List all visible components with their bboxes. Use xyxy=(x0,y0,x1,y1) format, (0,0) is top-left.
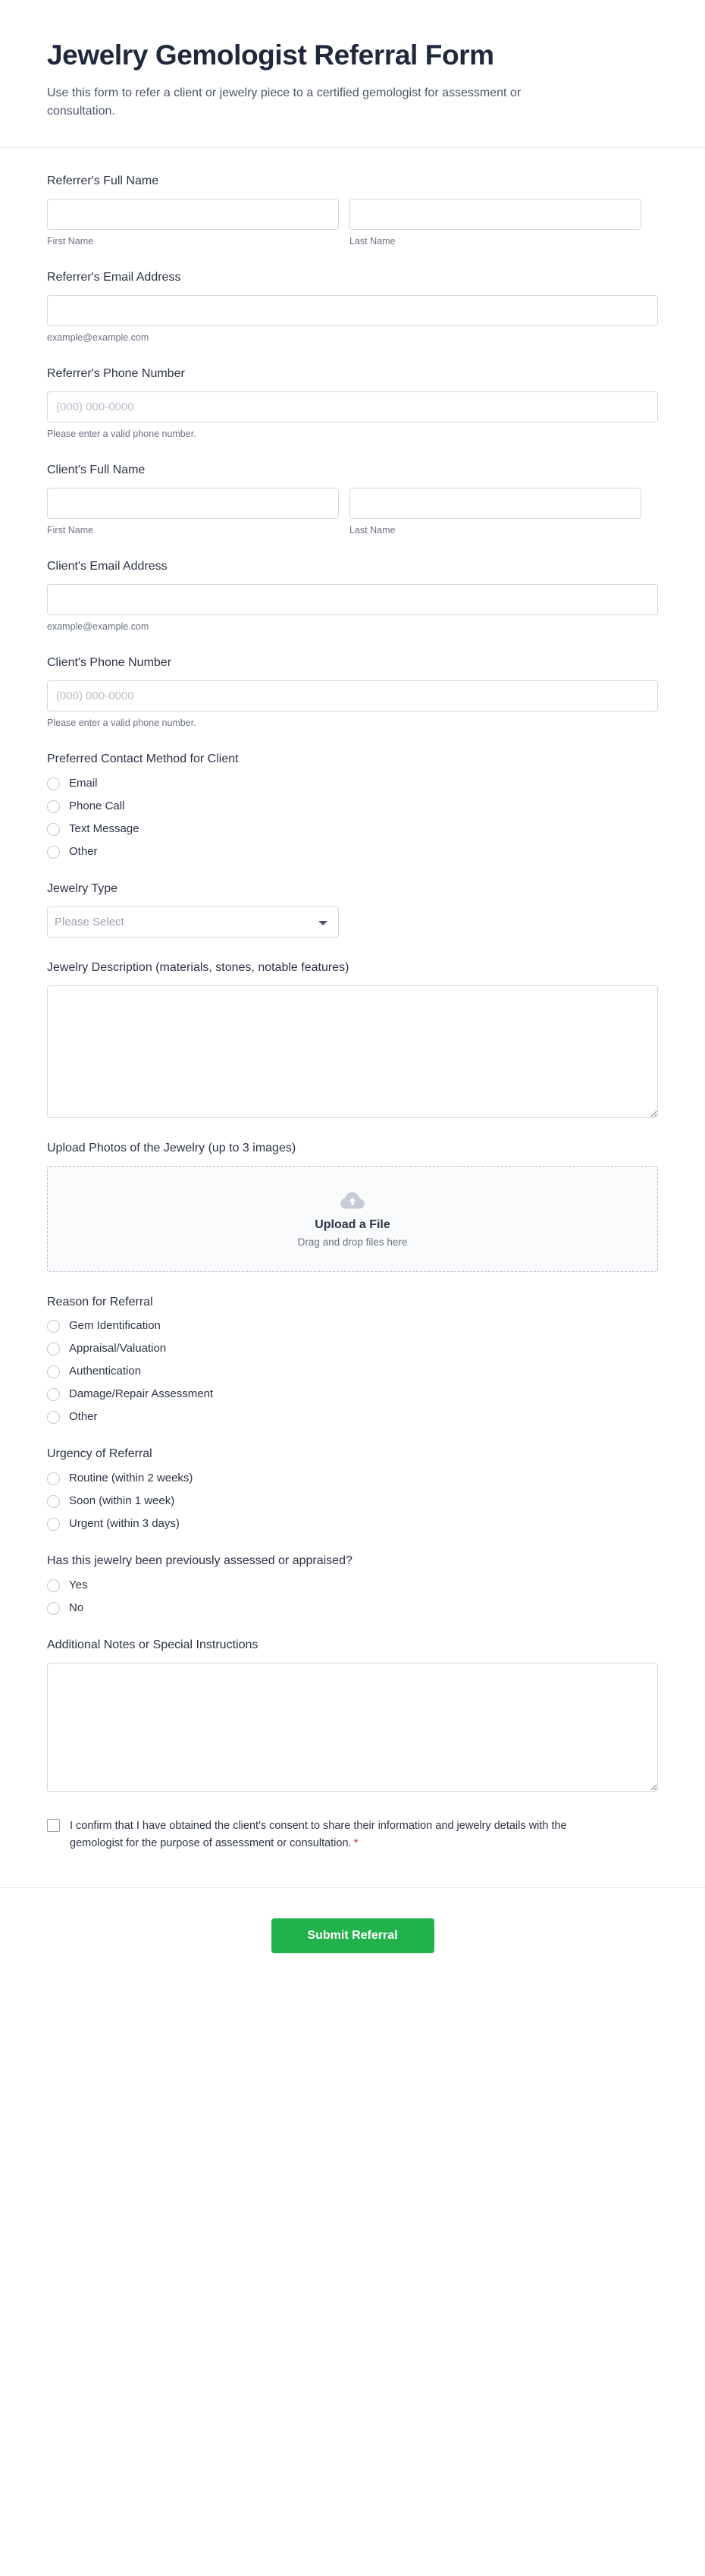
page-title: Jewelry Gemologist Referral Form xyxy=(47,39,494,71)
additional-notes-textarea[interactable] xyxy=(47,1663,658,1792)
radio-label: Phone Call xyxy=(69,800,125,813)
upload-photos-label: Upload Photos of the Jewelry (up to 3 images) xyxy=(47,1141,296,1154)
field-jewelry-description xyxy=(47,960,658,1118)
reason-for-referral-label: Reason for Referral xyxy=(47,1295,153,1308)
referrer-email-input[interactable] xyxy=(47,295,658,326)
radio-label: Other xyxy=(69,1410,98,1424)
radio-reason-appraisal-valuation[interactable] xyxy=(47,1342,658,1356)
radio-reason-damage-repair-assessment[interactable] xyxy=(47,1387,658,1401)
field-upload-photos xyxy=(47,1141,658,1272)
additional-notes-label: Additional Notes or Special Instructions xyxy=(47,1638,258,1651)
field-referrer-phone xyxy=(47,366,658,440)
radio-circle-icon xyxy=(47,1388,60,1401)
field-preferred-contact-method xyxy=(47,752,658,859)
file-dropzone[interactable] xyxy=(47,1166,658,1272)
field-additional-notes xyxy=(47,1638,658,1792)
radio-reason-other[interactable] xyxy=(47,1410,658,1424)
radio-circle-icon xyxy=(47,1602,60,1615)
upload-file-button-label: Upload a File xyxy=(315,1218,390,1232)
previously-assessed-label: Has this jewelry been previously assessed or appraised? xyxy=(47,1554,352,1568)
radio-circle-icon xyxy=(47,1518,60,1531)
radio-label: Gem Identification xyxy=(69,1319,161,1333)
field-urgency-of-referral xyxy=(47,1447,658,1531)
radio-circle-icon xyxy=(47,1343,60,1356)
client-email-label: Client's Email Address xyxy=(47,560,168,573)
radio-label: Email xyxy=(69,777,98,790)
field-referrer-email xyxy=(47,270,658,344)
radio-label: Routine (within 2 weeks) xyxy=(69,1472,193,1485)
field-client-email xyxy=(47,559,658,633)
client-first-name-col xyxy=(47,488,339,536)
jewelry-type-select[interactable] xyxy=(47,906,339,938)
consent-checkbox[interactable] xyxy=(47,1819,60,1832)
field-client-full-name xyxy=(47,463,658,536)
referrer-name-row xyxy=(47,199,658,247)
radio-urgency-urgent[interactable] xyxy=(47,1517,658,1531)
field-previously-assessed xyxy=(47,1553,658,1615)
radio-label: Yes xyxy=(69,1579,88,1591)
radio-urgency-soon[interactable] xyxy=(47,1494,658,1508)
form-header xyxy=(0,0,705,148)
client-last-name-col xyxy=(349,488,641,536)
referrer-full-name-label: Referrer's Full Name xyxy=(47,174,159,188)
radio-circle-icon xyxy=(47,1579,60,1592)
client-phone-input[interactable] xyxy=(47,680,658,712)
referrer-last-name-col xyxy=(349,199,641,247)
radio-previously-assessed-yes[interactable] xyxy=(47,1579,658,1592)
jewelry-description-label: Jewelry Description (materials, stones, notable features) xyxy=(47,961,349,975)
radio-circle-icon xyxy=(47,800,60,813)
upload-hint-text: Drag and drop files here xyxy=(297,1236,408,1249)
radio-contact-phone-call[interactable] xyxy=(47,800,658,813)
referrer-first-name-col xyxy=(47,199,339,247)
urgency-options xyxy=(47,1472,658,1531)
consent-text-label: I confirm that I have obtained the client's consent to share their information and jewelry details with the gemologist for the purpose of assessment or consultation. xyxy=(70,1819,567,1850)
jewelry-description-textarea[interactable] xyxy=(47,985,658,1118)
client-first-name-input[interactable] xyxy=(47,488,339,519)
client-phone-label: Client's Phone Number xyxy=(47,656,172,670)
page-subtitle: Use this form to refer a client or jewelry piece to a certified gemologist for assessment or consultation. xyxy=(47,86,522,118)
radio-label: Appraisal/Valuation xyxy=(69,1342,167,1356)
radio-reason-authentication[interactable] xyxy=(47,1365,658,1378)
client-last-name-sublabel: Last Name xyxy=(349,525,396,536)
radio-label: Text Message xyxy=(69,822,139,836)
client-last-name-input[interactable] xyxy=(349,488,641,519)
preferred-contact-method-options xyxy=(47,777,658,859)
jewelry-type-label: Jewelry Type xyxy=(47,882,118,896)
radio-contact-other[interactable] xyxy=(47,845,658,859)
referrer-last-name-sublabel: Last Name xyxy=(349,235,396,247)
radio-label: Damage/Repair Assessment xyxy=(69,1387,214,1401)
radio-circle-icon xyxy=(47,1365,60,1378)
radio-label: No xyxy=(69,1601,84,1614)
radio-contact-email[interactable] xyxy=(47,777,658,790)
required-marker: * xyxy=(353,1836,359,1850)
previously-assessed-options xyxy=(47,1579,658,1615)
referrer-last-name-input[interactable] xyxy=(349,199,641,230)
radio-circle-icon xyxy=(47,1411,60,1424)
referrer-phone-sublabel: Please enter a valid phone number. xyxy=(47,429,196,440)
radio-label: Other xyxy=(69,845,98,859)
radio-circle-icon xyxy=(47,778,60,790)
radio-label: Authentication xyxy=(69,1365,142,1378)
client-first-name-sublabel: First Name xyxy=(47,525,94,536)
field-client-phone xyxy=(47,655,658,729)
form-body xyxy=(0,148,705,1887)
referrer-first-name-input[interactable] xyxy=(47,199,339,230)
radio-label: Soon (within 1 week) xyxy=(69,1494,175,1508)
consent-row[interactable] xyxy=(47,1817,658,1852)
radio-urgency-routine[interactable] xyxy=(47,1472,658,1485)
radio-contact-text-message[interactable] xyxy=(47,822,658,836)
radio-circle-icon xyxy=(47,823,60,836)
radio-circle-icon xyxy=(47,846,60,859)
client-phone-sublabel: Please enter a valid phone number. xyxy=(47,718,196,729)
form-footer xyxy=(0,1887,705,1988)
field-jewelry-type xyxy=(47,881,658,938)
client-full-name-label: Client's Full Name xyxy=(47,463,146,477)
client-name-row xyxy=(47,488,658,536)
referrer-phone-label: Referrer's Phone Number xyxy=(47,367,185,381)
radio-reason-gem-identification[interactable] xyxy=(47,1319,658,1333)
radio-label: Urgent (within 3 days) xyxy=(69,1517,180,1531)
urgency-label: Urgency of Referral xyxy=(47,1447,152,1461)
referrer-first-name-sublabel: First Name xyxy=(47,235,94,247)
radio-circle-icon xyxy=(47,1495,60,1508)
referrer-phone-input[interactable] xyxy=(47,391,658,423)
field-referrer-full-name xyxy=(47,174,658,247)
radio-circle-icon xyxy=(47,1472,60,1485)
referrer-email-sublabel: example@example.com xyxy=(47,331,149,343)
client-email-sublabel: example@example.com xyxy=(47,621,149,633)
consent-text xyxy=(70,1817,593,1852)
referrer-email-label: Referrer's Email Address xyxy=(47,271,181,284)
submit-referral-button[interactable]: Submit Referral xyxy=(271,1918,434,1953)
radio-previously-assessed-no[interactable] xyxy=(47,1601,658,1615)
reason-for-referral-options xyxy=(47,1319,658,1424)
client-email-input[interactable] xyxy=(47,584,658,615)
cloud-upload-icon xyxy=(337,1189,368,1212)
radio-circle-icon xyxy=(47,1320,60,1333)
preferred-contact-method-label: Preferred Contact Method for Client xyxy=(47,752,239,766)
field-reason-for-referral xyxy=(47,1295,658,1425)
